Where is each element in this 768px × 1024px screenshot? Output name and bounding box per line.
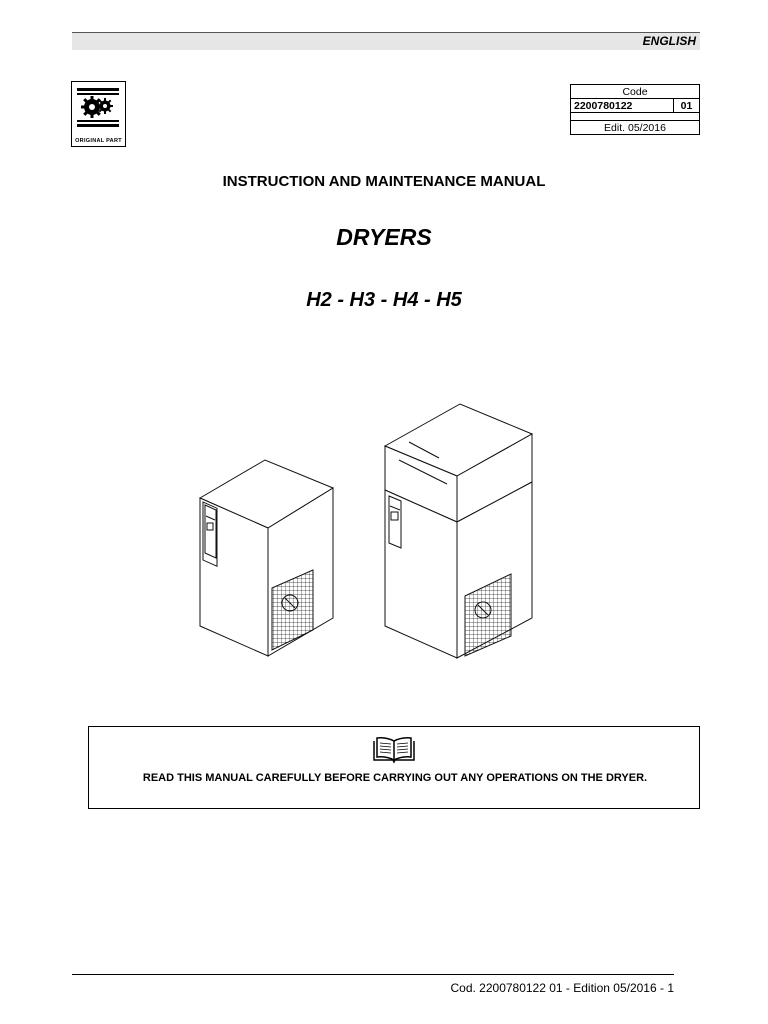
open-book-icon: [370, 735, 418, 765]
language-bar: [72, 32, 700, 50]
manual-subtitle: INSTRUCTION AND MAINTENANCE MANUAL: [222, 173, 546, 190]
code-number: 2200780122: [571, 99, 674, 113]
logo-caption: ORIGINAL PART: [75, 138, 122, 144]
small-dryer-drawing: [200, 460, 333, 656]
edition-date: Edit. 05/2016: [571, 121, 700, 135]
large-dryer-drawing: [385, 404, 532, 658]
footer-text: Cod. 2200780122 01 - Edition 05/2016 - 1: [450, 981, 674, 995]
code-label: Code: [571, 85, 700, 99]
document-code-table: [570, 84, 700, 135]
dryers-illustration: [185, 398, 555, 663]
warning-notice: [88, 726, 700, 809]
language-label: ENGLISH: [642, 34, 696, 48]
footer-divider: [72, 974, 674, 975]
notice-text: READ THIS MANUAL CAREFULLY BEFORE CARRYING OUT ANY OPERATIONS ON THE DRYER.: [142, 772, 648, 784]
gears-icon: [72, 82, 124, 138]
code-revision: 01: [674, 99, 700, 113]
original-part-logo: [71, 81, 126, 147]
manual-title: DRYERS: [336, 224, 432, 250]
model-list: H2 - H3 - H4 - H5: [306, 289, 462, 311]
code-spacer: [571, 113, 700, 121]
